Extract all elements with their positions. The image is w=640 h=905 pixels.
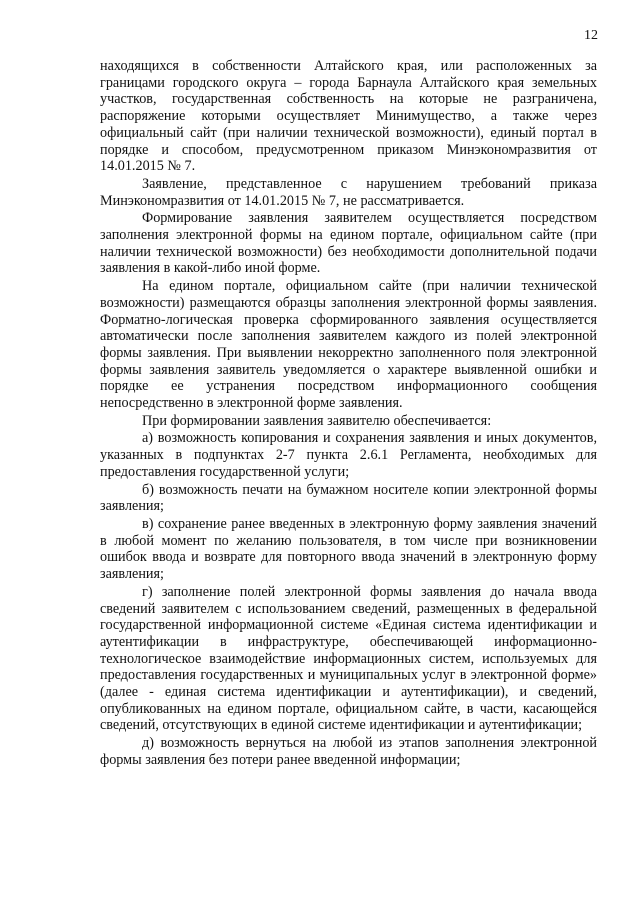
list-item-b: б) возможность печати на бумажном носителе копии электронной формы заявления; — [100, 481, 597, 515]
list-item-g: г) заполнение полей электронной формы заявления до начала ввода сведений заявителем с использованием сведений, размещенных в федеральной государственной информационной системе «Единая система идентификации и аутентификации в инфраструктуре, обеспечивающей информационно-технологическое взаимодействие информационных систем, используемых для предоставления государственных и муниципальных услуг в электронной форме» (далее - единая система идентификации и аутентификации), и сведений, опубликованных на едином портале, официальном сайте, в части, касающейся сведений, отсутствующих в единой системе идентификации и аутентификации; — [100, 583, 597, 734]
list-item-a: а) возможность копирования и сохранения заявления и иных документов, указанных в подпунктах 2-7 пункта 2.6.1 Регламента, необходимых для предоставления государственной услуги; — [100, 430, 597, 480]
list-item-d: д) возможность вернуться на любой из этапов заполнения электронной формы заявления без потери ранее введенной информации; — [100, 735, 597, 768]
paragraph-application-forming: Формирование заявления заявителем осуществляется посредством заполнения электронной формы на едином портале, официальном сайте (при наличии технической возможности) без необходимости дополнительной подачи заявления в какой-либо иной форме. — [100, 210, 597, 277]
document-body — [100, 58, 597, 770]
paragraph-application-violation: Заявление, представленное с нарушением требований приказа Минэкономразвития от 14.01.2015 № 7, не рассматривается. — [100, 175, 597, 209]
paragraph-provided-list-intro: При формировании заявления заявителю обеспечивается: — [142, 412, 492, 429]
paragraph-portal-samples: На едином портале, официальном сайте (при наличии технической возможности) размещаются образцы заполнения электронной формы заявления. Форматно-логическая проверка сформированного заявления осуществляется автоматически после заполнения заявителем каждого из полей электронной формы заявления. При выявлении некорректно заполненного поля электронной формы заявления заявитель уведомляется о характере выявленной ошибки и порядке ее устранения посредством информационного сообщения непосредственно в электронной форме заявления. — [100, 278, 597, 412]
list-item-v: в) сохранение ранее введенных в электронную форму заявления значений в любой момент по желанию пользователя, в том числе при возникновении ошибок ввода и возврате для повторного ввода значений в электронную форму заявления; — [100, 515, 597, 583]
paragraph-continuation: находящихся в собственности Алтайского края, или расположенных за границами городского округа – города Барнаула Алтайского края земельных участков, государственная собственность на которые не разграничена, распоряжение которыми осуществляет Минимущество, а также через официальный сайт (при наличии технической возможности), единый портал в порядке и способом, предусмотренном приказом Минэкономразвития от 14.01.2015 № 7. — [100, 58, 597, 175]
page-number: 12 — [584, 28, 598, 43]
